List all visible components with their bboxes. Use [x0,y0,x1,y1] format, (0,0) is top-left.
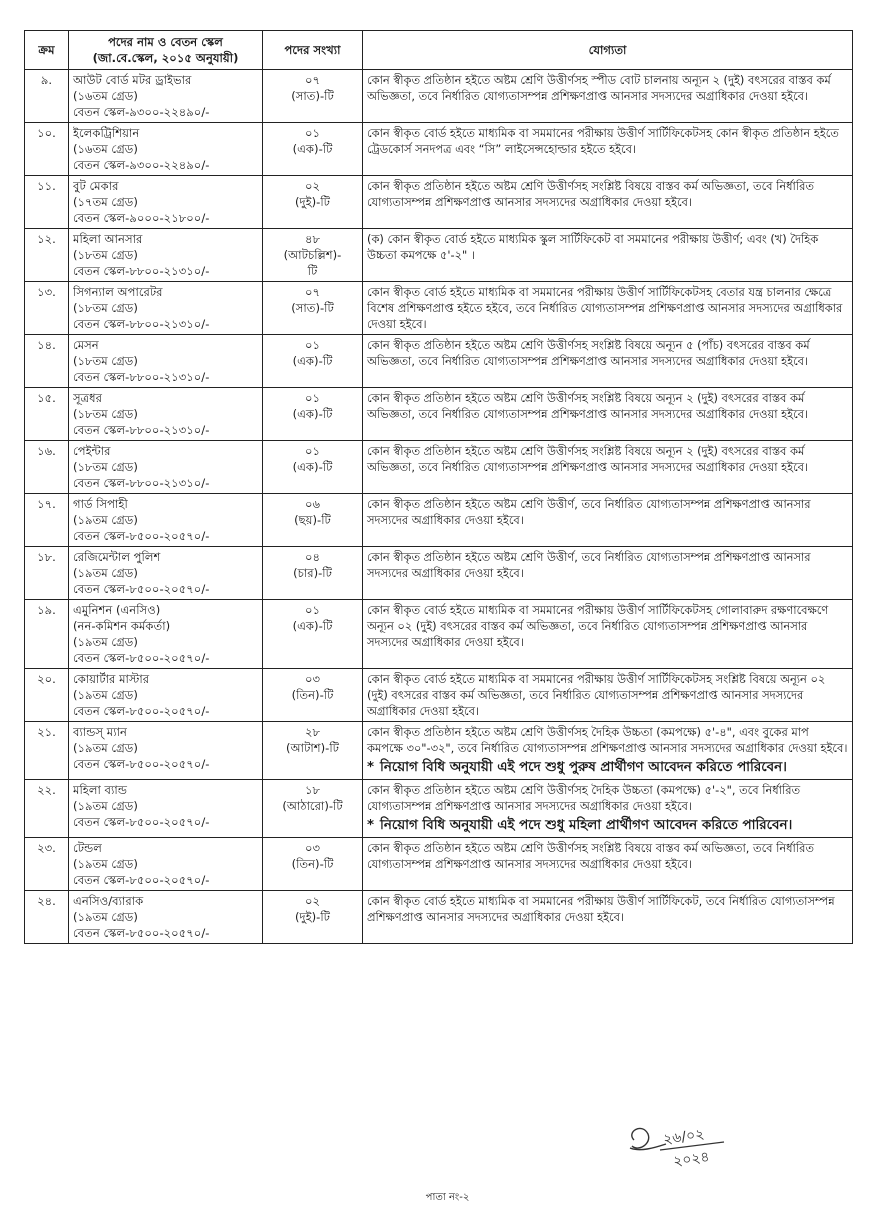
post-cell [69,494,263,547]
post-name: পেইন্টার [73,444,111,458]
count-cell [263,600,363,669]
post-cell [69,780,263,838]
qualification-cell [363,123,853,176]
post-count: ১৮ [304,783,321,797]
post-detail: (১৮তম গ্রেড) [73,301,138,315]
table-body [25,70,853,944]
count-cell [263,891,363,944]
post-detail: (১৮তম গ্রেড) [73,354,138,368]
qualification-cell [363,282,853,335]
post-cell [69,669,263,722]
post-detail: বেতন স্কেল-৮৮০০-২১৩১০/- [73,370,210,384]
post-detail: (১৯তম গ্রেড) [73,799,138,813]
post-count: ০১ [304,338,321,352]
table-header-row [25,31,853,70]
table-row [25,441,853,494]
qualification-text: কোন স্বীকৃত প্রতিষ্ঠান হইতে অষ্টম শ্রেণি উত্তীর্ণসহ সংশ্লিষ্ট বিষয়ে অন্যূন ৫ (পাঁচ) বৎসরের বাস্তব কর্ম অভিজ্ঞতা, তবে নির্ধারিত যোগ্যতাসম্পন্ন প্রশিক্ষণপ্রাপ্ত আনসার সদস্যদের অগ্রাধিকার দেওয়া হইবে। [367,338,810,368]
qualification-text: কোন স্বীকৃত প্রতিষ্ঠান হইতে অষ্টম শ্রেণি উত্তীর্ণসহ সংশ্লিষ্ট বিষয়ে অন্যূন ২ (দুই) বৎসরের বাস্তব কর্ম অভিজ্ঞতা, তবে নির্ধারিত যোগ্যতাসম্পন্ন প্রশিক্ষণপ্রাপ্ত আনসার সদস্যদের অগ্রাধিকার দেওয়া হইবে। [367,391,809,421]
note-text: নিয়োগ বিধি অনুযায়ী এই পদে শুধু পুরুষ প্রার্থীগণ আবেদন করিতে পারিবেন। [380,760,787,775]
table-row [25,176,853,229]
post-name: সূত্রধর [73,391,103,405]
post-count: (দুই)-টি [295,910,330,924]
count-cell [263,282,363,335]
serial-cell: ১৯. [25,600,69,669]
post-name: মহিলা ব্যান্ড [73,783,127,797]
count-cell [263,547,363,600]
post-count: (আটচল্লিশ)- [283,248,342,262]
header-serial: ক্রম [25,31,69,70]
post-detail: (১৯তম গ্রেড) [73,688,138,702]
post-count: (ছয়)-টি [294,513,331,527]
header-post-title: পদের নাম ও বেতন স্কেল [108,35,223,49]
qualification-text: কোন স্বীকৃত প্রতিষ্ঠান হইতে অষ্টম শ্রেণি উত্তীর্ণসহ সংশ্লিষ্ট বিষয়ে বাস্তব কর্ম অভিজ্ঞতা, তবে নির্ধারিত যোগ্যতাসম্পন্ন প্রশিক্ষণপ্রাপ্ত আনসার সদস্যদের অগ্রাধিকার দেওয়া হইবে। [367,179,814,209]
table-row [25,600,853,669]
note-star: * [367,760,375,775]
post-count: ০৬ [304,497,321,511]
serial-cell: ১৩. [25,282,69,335]
table-row [25,70,853,123]
post-detail: বেতন স্কেল-৮৮০০-২১৩১০/- [73,317,210,331]
post-count: (এক)-টি [292,142,333,156]
header-post [69,31,263,70]
post-cell [69,335,263,388]
post-detail: বেতন স্কেল-৯৩০০-২২৪৯০/- [73,105,210,119]
serial-cell: ১০. [25,123,69,176]
table-row [25,388,853,441]
qualification-text: কোন স্বীকৃত প্রতিষ্ঠান হইতে অষ্টম শ্রেণি উত্তীর্ণসহ সংশ্লিষ্ট বিষয়ে বাস্তব কর্ম অভিজ্ঞতা, তবে নির্ধারিত যোগ্যতাসম্পন্ন প্রশিক্ষণপ্রাপ্ত আনসার সদস্যদের অগ্রাধিকার দেওয়া হইবে। [367,841,814,871]
count-cell [263,70,363,123]
table-row [25,669,853,722]
post-count: (এক)-টি [292,354,333,368]
table-row [25,547,853,600]
post-count: ০২ [304,179,321,193]
table-row [25,282,853,335]
post-count: (আঠারো)-টি [282,799,343,813]
serial-cell: ১৬. [25,441,69,494]
table-row [25,494,853,547]
header-qualification: যোগ্যতা [363,31,853,70]
post-name: ব্যান্ডস্ ম্যান [73,725,127,739]
serial-cell: ২৪. [25,891,69,944]
post-name: সিগন্যাল অপারেটর [73,285,163,299]
post-name: আউট বোর্ড মটর ড্রাইভার [73,73,192,87]
qualification-text: কোন স্বীকৃত বোর্ড হইতে মাধ্যমিক বা সমমানের পরীক্ষায় উত্তীর্ণ সার্টিফিকেটসহ গোলাবারুদ রক্ষণাবেক্ষণে অন্যূন ০২ (দুই) বৎসরের বাস্তব কর্ম অভিজ্ঞতা, তবে নির্ধারিত যোগ্যতাসম্পন্ন প্রশিক্ষণপ্রাপ্ত আনসার সদস্যদের অগ্রাধিকার দেওয়া হইবে। [367,603,829,649]
qualification-text: কোন স্বীকৃত প্রতিষ্ঠান হইতে অষ্টম শ্রেণি উত্তীর্ণ, তবে নির্ধারিত যোগ্যতাসম্পন্ন প্রশিক্ষণপ্রাপ্ত আনসার সদস্যদের অগ্রাধিকার দেওয়া হইবে। [367,497,811,527]
note-text: নিয়োগ বিধি অনুযায়ী এই পদে শুধু মহিলা প্রার্থীগণ আবেদন করিতে পারিবেন। [380,818,793,833]
qualification-cell [363,838,853,891]
signature-date-year: ২০২৪ [672,1149,711,1170]
post-cell [69,838,263,891]
post-count: ০৭ [304,285,321,299]
post-count: ০১ [304,391,321,405]
post-count: ০৪ [304,550,321,564]
post-detail: (১৬তম গ্রেড) [73,142,138,156]
table-row [25,123,853,176]
count-cell [263,176,363,229]
serial-cell: ১৪. [25,335,69,388]
post-count: ০৩ [304,672,321,686]
count-cell [263,722,363,780]
post-detail: বেতন স্কেল-৮৮০০-২১৩১০/- [73,264,210,278]
qualification-text: কোন স্বীকৃত প্রতিষ্ঠান হইতে অষ্টম শ্রেণি উত্তীর্ণ, তবে নির্ধারিত যোগ্যতাসম্পন্ন প্রশিক্ষণপ্রাপ্ত আনসার সদস্যদের অগ্রাধিকার দেওয়া হইবে। [367,550,811,580]
count-cell [263,229,363,282]
post-detail: বেতন স্কেল-৮৫০০-২০৫৭০/- [73,926,210,940]
qualification-cell [363,891,853,944]
page-number: পাতা নং-২ [425,1192,470,1203]
header-count: পদের সংখ্যা [263,31,363,70]
qualification-cell [363,335,853,388]
qualification-cell [363,70,853,123]
count-cell [263,494,363,547]
post-count: (দুই)-টি [295,195,330,209]
qualification-text: কোন স্বীকৃত প্রতিষ্ঠান হইতে অষ্টম শ্রেণি উত্তীর্ণসহ দৈহিক উচ্চতা (কমপক্ষে) ৫'-২", তবে নির্ধারিত যোগ্যতাসম্পন্ন প্রশিক্ষণপ্রাপ্ত আনসার সদস্যদের অগ্রাধিকার দেওয়া হইবে। [367,783,801,813]
post-cell [69,229,263,282]
post-detail: বেতন স্কেল-৮৫০০-২০৫৭০/- [73,815,210,829]
post-name: মেসন [73,338,99,352]
post-detail: বেতন স্কেল-৮৫০০-২০৫৭০/- [73,873,210,887]
qualification-cell [363,441,853,494]
count-cell [263,123,363,176]
count-cell [263,441,363,494]
post-cell [69,547,263,600]
post-count: (সাত)-টি [291,89,334,103]
serial-cell: ২০. [25,669,69,722]
qualification-text: কোন স্বীকৃত প্রতিষ্ঠান হইতে অষ্টম শ্রেণি উত্তীর্ণসহ দৈহিক উচ্চতা (কমপক্ষে) ৫'-৪", এবং বুকের মাপ কমপক্ষে ৩০"-৩২", তবে নির্ধারিত যোগ্যতাসম্পন্ন প্রশিক্ষণপ্রাপ্ত আনসার সদস্যদের অগ্রাধিকার দেওয়া হইবে। [367,725,848,755]
serial-cell: ২৩. [25,838,69,891]
post-detail: (১৯তম গ্রেড) [73,741,138,755]
post-count: (সাত)-টি [291,301,334,315]
count-cell [263,838,363,891]
qualification-cell [363,722,853,780]
post-cell [69,70,263,123]
post-count: ০২ [304,894,321,908]
qualification-cell [363,176,853,229]
post-cell [69,388,263,441]
post-cell [69,123,263,176]
post-count: (আটাশ)-টি [286,741,339,755]
post-detail: বেতন স্কেল-৮৫০০-২০৫৭০/- [73,651,210,665]
post-cell [69,722,263,780]
post-detail: (১৮তম গ্রেড) [73,460,138,474]
qualification-cell [363,388,853,441]
post-count: ০১ [304,603,321,617]
serial-cell: ১৭. [25,494,69,547]
header-post-sub: (জা.বে.স্কেল, ২০১৫ অনুযায়ী) [92,51,239,65]
post-name: গার্ড সিপাহী [73,497,128,511]
table-row [25,838,853,891]
post-name: টেন্ডল [73,841,102,855]
post-count: ০১ [304,126,321,140]
qualification-cell [363,547,853,600]
post-detail: (১৯তম গ্রেড) [73,566,138,580]
serial-cell: ২২. [25,780,69,838]
post-detail: (১৯তম গ্রেড) [73,635,138,649]
post-name: মহিলা আনসার [73,232,143,246]
job-table [24,30,853,944]
post-count: (এক)-টি [292,407,333,421]
post-cell [69,441,263,494]
post-count: ৪৮ [304,232,321,246]
post-detail: (নন-কমিশন কর্মকর্তা) [73,619,171,633]
post-count: টি [307,264,318,278]
post-detail: (১৮তম গ্রেড) [73,407,138,421]
post-cell [69,176,263,229]
count-cell [263,335,363,388]
post-name: ইলেকট্রিশিয়ান [73,126,140,140]
qualification-text: কোন স্বীকৃত প্রতিষ্ঠান হইতে অষ্টম শ্রেণি উত্তীর্ণসহ সংশ্লিষ্ট বিষয়ে অন্যূন ২ (দুই) বৎসরের বাস্তব কর্ম অভিজ্ঞতা, তবে নির্ধারিত যোগ্যতাসম্পন্ন প্রশিক্ষণপ্রাপ্ত আনসার সদস্যদের অগ্রাধিকার দেওয়া হইবে। [367,444,809,474]
post-detail: (১৬তম গ্রেড) [73,89,138,103]
qualification-cell [363,600,853,669]
post-detail: বেতন স্কেল-৮৫০০-২০৫৭০/- [73,529,210,543]
post-detail: বেতন স্কেল-৮৫০০-২০৫৭০/- [73,757,210,771]
post-cell [69,282,263,335]
post-detail: বেতন স্কেল-৯০০০-২১৮০০/- [73,211,210,225]
signature-date-day: ২৬/০২ [662,1126,706,1148]
serial-cell: ১১. [25,176,69,229]
qualification-text: কোন স্বীকৃত প্রতিষ্ঠান হইতে অষ্টম শ্রেণি উত্তীর্ণসহ স্পীড বোট চালনায় অন্যূন ২ (দুই) বৎসরের বাস্তব কর্ম অভিজ্ঞতা, তবে নির্ধারিত যোগ্যতাসম্পন্ন প্রশিক্ষণপ্রাপ্ত আনসার সদস্যদের অগ্রাধিকার দেওয়া হইবে। [367,73,831,103]
post-detail: বেতন স্কেল-৯৩০০-২২৪৯০/- [73,158,210,172]
eligibility-note [367,758,848,777]
post-name: রেজিমেন্টাল পুলিশ [73,550,161,564]
post-count: (তিন)-টি [291,688,334,702]
post-name: কোয়ার্টার মাস্টার [73,672,150,686]
post-detail: বেতন স্কেল-৮৮০০-২১৩১০/- [73,476,210,490]
post-detail: (১৯তম গ্রেড) [73,857,138,871]
signature-mark [620,1118,740,1178]
qualification-cell [363,669,853,722]
post-detail: বেতন স্কেল-৮৫০০-২০৫৭০/- [73,582,210,596]
serial-cell: ১২. [25,229,69,282]
table-row [25,335,853,388]
post-detail: (১৯তম গ্রেড) [73,513,138,527]
post-name: এনসিও/ব্যারাক [73,894,144,908]
post-count: ২৮ [304,725,321,739]
post-count: ০৩ [304,841,321,855]
serial-cell: ১৫. [25,388,69,441]
qualification-text: কোন স্বীকৃত বোর্ড হইতে মাধ্যমিক বা সমমানের পরীক্ষায় উত্তীর্ণ সার্টিফিকেটসহ সংশ্লিষ্ট বিষয়ে অন্যূন ০২ (দুই) বৎসরের বাস্তব কর্ম অভিজ্ঞতা, তবে নির্ধারিত যোগ্যতাসম্পন্ন প্রশিক্ষণপ্রাপ্ত আনসার সদস্যদের অগ্রাধিকার দেওয়া হইবে। [367,672,826,718]
post-detail: বেতন স্কেল-৮৫০০-২০৫৭০/- [73,704,210,718]
post-detail: বেতন স্কেল-৮৮০০-২১৩১০/- [73,423,210,437]
post-cell [69,891,263,944]
post-count: (চার)-টি [293,566,332,580]
table-row [25,229,853,282]
post-count: (এক)-টি [292,619,333,633]
post-detail: (১৮তম গ্রেড) [73,248,138,262]
post-cell [69,600,263,669]
qualification-cell [363,780,853,838]
qualification-cell [363,494,853,547]
eligibility-note [367,816,848,835]
post-count: (তিন)-টি [291,857,334,871]
post-count: (এক)-টি [292,460,333,474]
qualification-text: কোন স্বীকৃত বোর্ড হইতে মাধ্যমিক বা সমমানের পরীক্ষায় উত্তীর্ণ সার্টিফিকেটসহ বেতার যন্ত্র চালনার ক্ষেত্রে বিশেষ প্রশিক্ষণপ্রাপ্ত হইতে হইবে, তবে নির্ধারিত যোগ্যতাসম্পন্ন প্রশিক্ষণপ্রাপ্ত আনসার সদস্যদের অগ্রাধিকার দেওয়া হইবে। [367,285,843,331]
qualification-cell [363,229,853,282]
document-sheet [24,30,852,944]
count-cell [263,388,363,441]
serial-cell: ১৮. [25,547,69,600]
qualification-text: (ক) কোন স্বীকৃত বোর্ড হইতে মাধ্যমিক স্কুল সার্টিফিকেট বা সমমানের পরীক্ষায় উত্তীর্ণ; এবং (খ) দৈহিক উচ্চতা কমপক্ষে ৫'-২" । [367,232,819,262]
post-detail: (১৯তম গ্রেড) [73,910,138,924]
post-name: এমুনিশন (এনসিও) [73,603,161,617]
count-cell [263,669,363,722]
serial-cell: ৯. [25,70,69,123]
count-cell [263,780,363,838]
post-count: ০৭ [304,73,321,87]
table-row [25,780,853,838]
post-name: বুট মেকার [73,179,119,193]
serial-cell: ২১. [25,722,69,780]
post-detail: (১৭তম গ্রেড) [73,195,138,209]
qualification-text: কোন স্বীকৃত বোর্ড হইতে মাধ্যমিক বা সমমানের পরীক্ষায় উত্তীর্ণ সার্টিফিকেট, তবে নির্ধারিত যোগ্যতাসম্পন্ন প্রশিক্ষণপ্রাপ্ত আনসার সদস্যদের অগ্রাধিকার দেওয়া হইবে। [367,894,835,924]
qualification-text: কোন স্বীকৃত বোর্ড হইতে মাধ্যমিক বা সমমানের পরীক্ষায় উত্তীর্ণ সার্টিফিকেটসহ কোন স্বীকৃত প্রতিষ্ঠান হইতে ট্রেডকোর্স সনদপত্র এবং “সি” লাইসেন্সহোল্ডার হইতে হইবে। [367,126,839,156]
note-star: * [367,818,375,833]
table-row [25,722,853,780]
table-row [25,891,853,944]
post-count: ০১ [304,444,321,458]
